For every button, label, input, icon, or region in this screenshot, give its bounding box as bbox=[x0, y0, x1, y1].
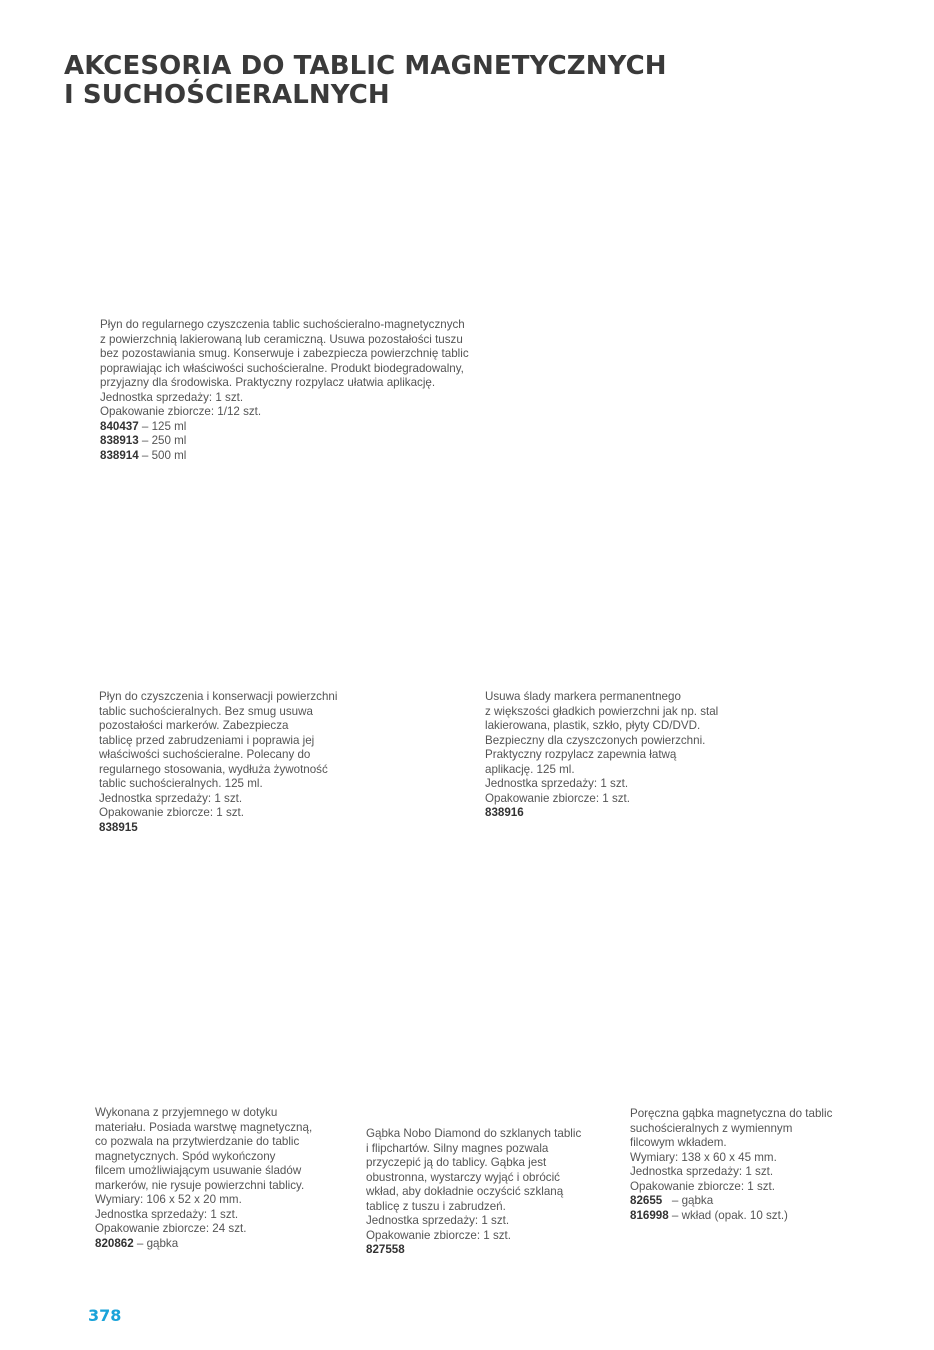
product-code-line bbox=[366, 1243, 581, 1258]
sales-unit: Jednostka sprzedaży: 1 szt. bbox=[95, 1207, 239, 1221]
product-description-permanent-marker-remover bbox=[485, 690, 718, 821]
product-code: 838916 bbox=[485, 806, 524, 819]
bulk-package: Opakowanie zbiorcze: 1 szt. bbox=[485, 791, 630, 805]
product-description-text: Gąbka Nobo Diamond do szklanych tablic i flipchartów. Silny magnes pozwala przyczepić ją do tablicy. Gąbka jest obustronna, wystarczy wyjąć i obrócić wkład, aby dokładnie oczyścić szklaną tablicę z tuszu i zabrudzeń. bbox=[366, 1127, 582, 1213]
product-description-text: Usuwa ślady markera permanentnego z większości gładkich powierzchni jak np. stal lakierowana, plastik, szkło, płyty CD/DVD. Bezpieczny dla czyszczonych powierzchni. Praktyczny rozpylacz zapewnia łatwą aplikację. 125 ml. bbox=[485, 690, 719, 776]
bulk-package: Opakowanie zbiorcze: 24 szt. bbox=[95, 1222, 247, 1235]
product-code: 838915 bbox=[99, 820, 138, 834]
product-code-line bbox=[99, 821, 337, 836]
product-code: 82655 bbox=[630, 1194, 663, 1207]
product-code-line bbox=[100, 420, 469, 435]
sales-unit: Jednostka sprzedaży: 1 szt. bbox=[630, 1165, 774, 1178]
product-code-line bbox=[100, 449, 469, 464]
product-code: 816998 bbox=[630, 1208, 669, 1222]
product-code-line bbox=[485, 806, 718, 821]
product-description-text: Wykonana z przyjemnego w dotyku materiału. Posiada warstwę magnetyczną, co pozwala na przytwierdzanie do tablic magnetycznych. Spód wykończony filcem umożliwiającym usuwanie śladów markerów, nie rysuje powierzchni tablicy. Wymiary: 106 x 52 x 20 mm. bbox=[95, 1106, 313, 1206]
sales-info bbox=[630, 1165, 832, 1194]
product-description-magnetic-sponge bbox=[95, 1106, 312, 1251]
bulk-package: Opakowanie zbiorcze: 1 szt. bbox=[630, 1179, 775, 1193]
sales-info bbox=[95, 1208, 312, 1237]
product-description-magnetic-sponge-refill bbox=[630, 1107, 832, 1223]
page-title-line-2: I SUCHOŚCIERALNYCH bbox=[64, 80, 390, 110]
page-title-line-1: AKCESORIA DO TABLIC MAGNETYCZNYCH bbox=[64, 51, 667, 81]
product-description-cleaning-fluid-spray bbox=[100, 318, 469, 463]
sales-info bbox=[485, 777, 718, 806]
product-code-line bbox=[630, 1209, 832, 1224]
product-code-note: – wkład (opak. 10 szt.) bbox=[668, 1208, 788, 1222]
product-code-line bbox=[95, 1237, 312, 1252]
product-code-note: – gąbka bbox=[662, 1194, 714, 1207]
page-title bbox=[64, 52, 667, 110]
product-code-note: – gąbka bbox=[133, 1236, 179, 1250]
bulk-package: Opakowanie zbiorcze: 1 szt. bbox=[366, 1228, 511, 1242]
product-description-text: Poręczna gąbka magnetyczna do tablic suchościeralnych z wymiennym filcowym wkładem. Wymiary: 138 x 60 x 45 mm. bbox=[630, 1107, 833, 1164]
product-description-conservation-fluid bbox=[99, 690, 337, 835]
sales-info bbox=[100, 391, 469, 420]
sales-info bbox=[99, 792, 337, 821]
page-number: 378 bbox=[88, 1306, 122, 1325]
sales-unit: Jednostka sprzedaży: 1 szt. bbox=[100, 390, 244, 404]
bulk-package: Opakowanie zbiorcze: 1 szt. bbox=[99, 806, 244, 819]
product-description-nobo-diamond-sponge bbox=[366, 1127, 581, 1258]
product-code: 838913 bbox=[100, 434, 139, 447]
product-code-note: – 250 ml bbox=[138, 434, 187, 447]
product-description-text: Płyn do czyszczenia i konserwacji powierzchni tablic suchościeralnych. Bez smug usuwa pozostałości markerów. Zabezpiecza tablicę przed zabrudzeniami i poprawia jej właściwości suchościeralne. Polecany do regularnego stosowania, wydłuża żywotność tablic suchościeralnych. 125 ml. bbox=[99, 690, 338, 790]
product-code: 838914 bbox=[100, 448, 139, 462]
sales-info bbox=[366, 1214, 581, 1243]
product-code-note: – 125 ml bbox=[138, 419, 187, 433]
product-code: 840437 bbox=[100, 419, 139, 433]
bulk-package: Opakowanie zbiorcze: 1/12 szt. bbox=[100, 405, 262, 418]
product-code-note: – 500 ml bbox=[138, 448, 187, 462]
sales-unit: Jednostka sprzedaży: 1 szt. bbox=[485, 777, 629, 790]
sales-unit: Jednostka sprzedaży: 1 szt. bbox=[99, 791, 243, 805]
product-code: 820862 bbox=[95, 1236, 134, 1250]
sales-unit: Jednostka sprzedaży: 1 szt. bbox=[366, 1214, 510, 1227]
product-code: 827558 bbox=[366, 1243, 405, 1256]
product-code-line bbox=[630, 1194, 832, 1209]
product-description-text: Płyn do regularnego czyszczenia tablic suchościeralno-magnetycznych z powierzchnią lakierowaną lub ceramiczną. Usuwa pozostałości tuszu bez pozostawiania smug. Konserwuje i zabezpiecza powierzchnię tablic poprawiając ich właściwości suchościeralne. Produkt biodegradowalny, przyjazny dla środowiska. Praktyczny rozpylacz ułatwia aplikację. bbox=[100, 318, 469, 389]
product-code-line bbox=[100, 434, 469, 449]
